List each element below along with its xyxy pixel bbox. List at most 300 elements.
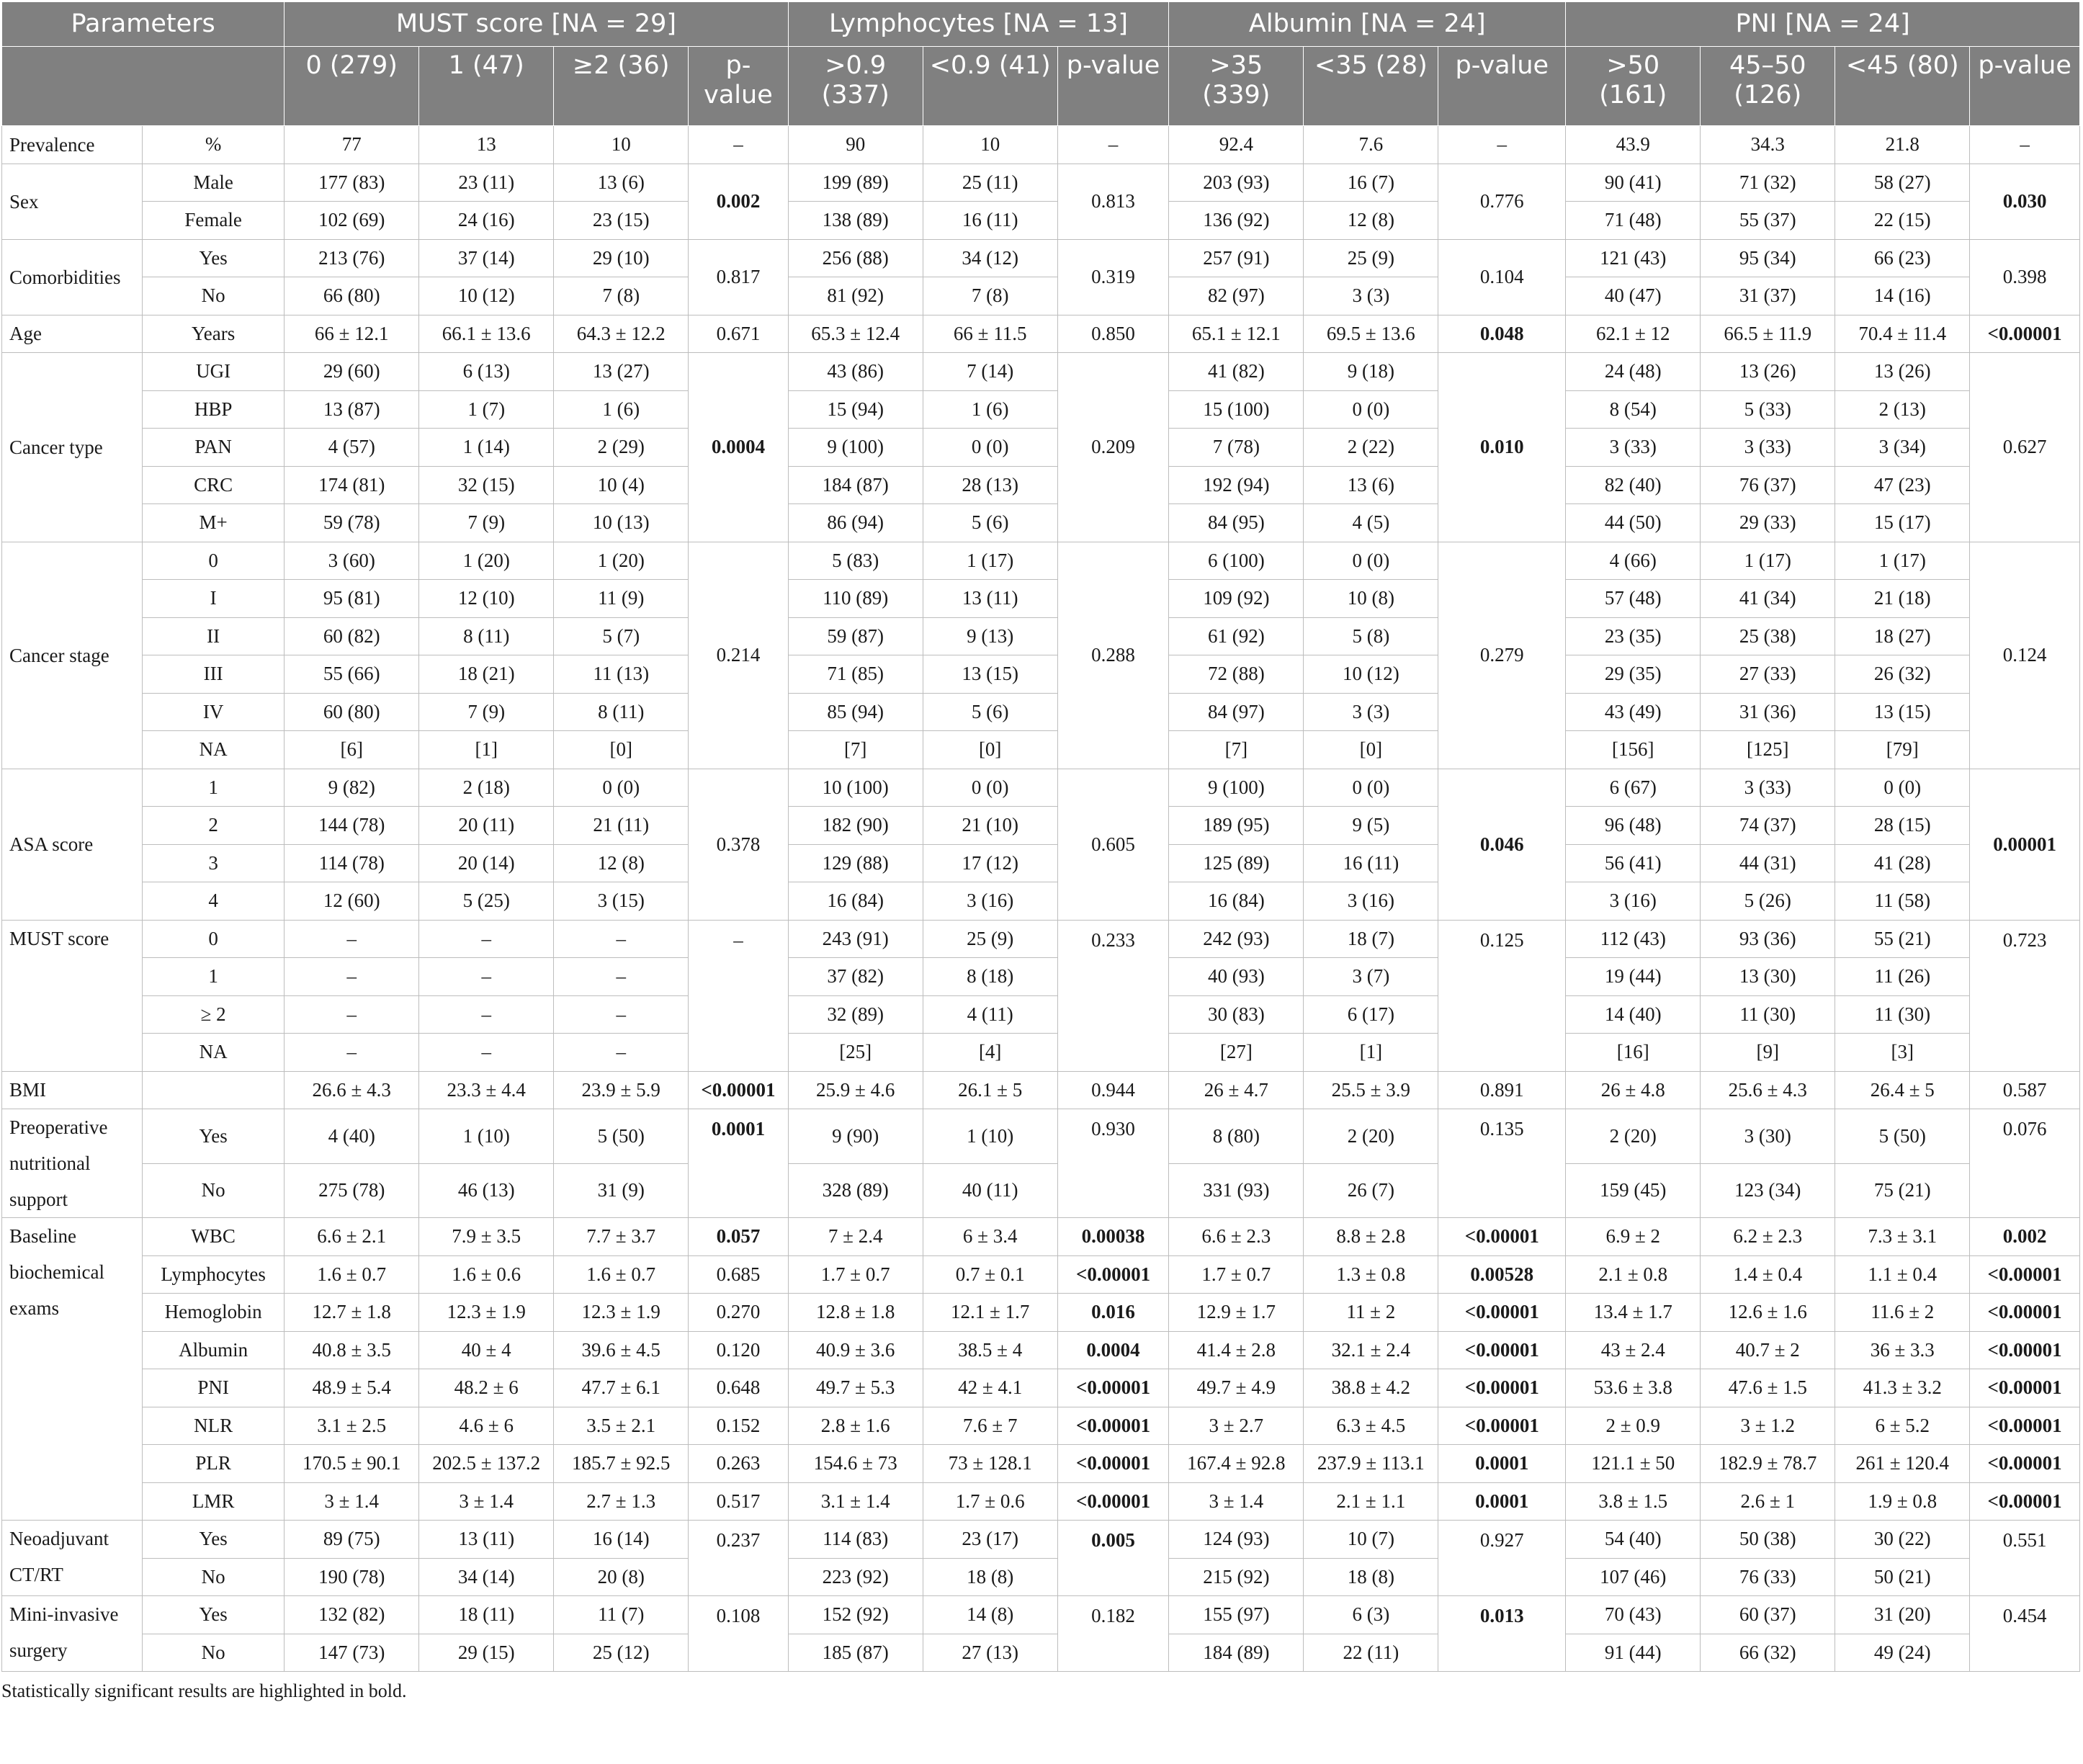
- data-cell: 32 (15): [419, 466, 554, 504]
- data-cell: 76 (33): [1701, 1558, 1835, 1596]
- row-sublabel: Hemoglobin: [143, 1294, 285, 1332]
- data-cell: 65.3 ± 12.4: [788, 315, 923, 353]
- row-sublabel: PNI: [143, 1369, 285, 1407]
- data-cell: 9 (100): [1169, 769, 1304, 807]
- data-cell: 5 (8): [1304, 617, 1438, 655]
- data-cell: 95 (81): [285, 580, 419, 618]
- data-cell: 31 (20): [1835, 1596, 1970, 1634]
- p-value-cell: <0.00001: [1438, 1369, 1566, 1407]
- data-cell: 4 (57): [285, 429, 419, 467]
- section-label: Baseline biochemical exams: [2, 1218, 143, 1521]
- p-value-cell: <0.00001: [1970, 1255, 2080, 1294]
- section-label: ASA score: [2, 769, 143, 920]
- data-cell: 1.9 ± 0.8: [1835, 1482, 1970, 1521]
- p-value-cell: 0.850: [1057, 315, 1169, 353]
- row-sublabel: 0: [143, 542, 285, 580]
- p-value-cell: 0.944: [1057, 1071, 1169, 1109]
- data-cell: 199 (89): [788, 164, 923, 202]
- data-cell: 16 (11): [923, 202, 1057, 240]
- data-cell: 43 ± 2.4: [1566, 1331, 1701, 1369]
- data-cell: 7.7 ± 3.7: [554, 1218, 689, 1256]
- table-row: [2, 1482, 2080, 1521]
- data-cell: 65.1 ± 12.1: [1169, 315, 1304, 353]
- data-cell: 2 (13): [1835, 390, 1970, 429]
- data-cell: 4 (66): [1566, 542, 1701, 580]
- data-cell: 32.1 ± 2.4: [1304, 1331, 1438, 1369]
- data-cell: 26.1 ± 5: [923, 1071, 1057, 1109]
- data-cell: 3.5 ± 2.1: [554, 1407, 689, 1445]
- data-cell: –: [419, 1034, 554, 1072]
- p-value-cell: 0.378: [689, 769, 788, 920]
- data-cell: 7 (8): [554, 277, 689, 315]
- data-cell: 81 (92): [788, 277, 923, 315]
- header-group-pni: PNI [NA = 24]: [1566, 2, 2080, 47]
- data-cell: 60 (82): [285, 617, 419, 655]
- p-value-cell: 0.319: [1057, 239, 1169, 315]
- p-value-cell: 0.891: [1438, 1071, 1566, 1109]
- p-value-cell: <0.00001: [1057, 1482, 1169, 1521]
- data-cell: 11 ± 2: [1304, 1294, 1438, 1332]
- data-cell: 182.9 ± 78.7: [1701, 1445, 1835, 1483]
- row-sublabel: 2: [143, 807, 285, 845]
- data-cell: 23.9 ± 5.9: [554, 1071, 689, 1109]
- data-cell: –: [419, 958, 554, 996]
- table-row: [2, 202, 2080, 240]
- data-cell: 4 (11): [923, 995, 1057, 1034]
- section-label: Cancer stage: [2, 542, 143, 769]
- data-cell: 20 (11): [419, 807, 554, 845]
- data-cell: 9 (13): [923, 617, 1057, 655]
- data-cell: 34.3: [1701, 126, 1835, 164]
- row-sublabel: [143, 1071, 285, 1109]
- data-cell: 25 (38): [1701, 617, 1835, 655]
- subheader-cell: ≥2 (36): [554, 47, 689, 126]
- data-cell: 107 (46): [1566, 1558, 1701, 1596]
- data-cell: 7 (9): [419, 504, 554, 542]
- data-cell: [0]: [923, 731, 1057, 769]
- section-label: Age: [2, 315, 143, 353]
- table-row: [2, 466, 2080, 504]
- p-value-cell: 0.587: [1970, 1071, 2080, 1109]
- p-value-cell: 0.551: [1970, 1521, 2080, 1596]
- data-cell: 12.9 ± 1.7: [1169, 1294, 1304, 1332]
- data-cell: [7]: [1169, 731, 1304, 769]
- data-cell: 155 (97): [1169, 1596, 1304, 1634]
- data-cell: 7.6 ± 7: [923, 1407, 1057, 1445]
- p-value-cell: 0.209: [1057, 353, 1169, 542]
- subheader-cell: 1 (47): [419, 47, 554, 126]
- data-cell: 185 (87): [788, 1634, 923, 1672]
- p-value-cell: 0.930: [1057, 1109, 1169, 1218]
- data-cell: 6.3 ± 4.5: [1304, 1407, 1438, 1445]
- data-cell: 11 (26): [1835, 958, 1970, 996]
- subheader-cell: 45–50 (126): [1701, 47, 1835, 126]
- p-value-cell: 0.030: [1970, 164, 2080, 239]
- table-row: [2, 353, 2080, 391]
- p-value-cell: 0.048: [1438, 315, 1566, 353]
- data-cell: 10 (12): [1304, 655, 1438, 694]
- data-cell: 9 (18): [1304, 353, 1438, 391]
- data-cell: 75 (21): [1835, 1163, 1970, 1218]
- p-value-cell: 0.124: [1970, 542, 2080, 769]
- p-value-cell: 0.120: [689, 1331, 788, 1369]
- data-cell: 189 (95): [1169, 807, 1304, 845]
- data-cell: 23 (15): [554, 202, 689, 240]
- section-label: Neoadjuvant CT/RT: [2, 1521, 143, 1596]
- data-cell: 4 (40): [285, 1109, 419, 1164]
- data-cell: 90: [788, 126, 923, 164]
- data-cell: –: [285, 995, 419, 1034]
- row-sublabel: UGI: [143, 353, 285, 391]
- data-cell: 3 ± 1.4: [1169, 1482, 1304, 1521]
- data-cell: 27 (33): [1701, 655, 1835, 694]
- data-cell: 3 ± 1.2: [1701, 1407, 1835, 1445]
- data-cell: [9]: [1701, 1034, 1835, 1072]
- data-cell: 42 ± 4.1: [923, 1369, 1057, 1407]
- data-cell: 86 (94): [788, 504, 923, 542]
- data-cell: 6 (67): [1566, 769, 1701, 807]
- data-cell: 2.1 ± 1.1: [1304, 1482, 1438, 1521]
- data-cell: 1.7 ± 0.7: [788, 1255, 923, 1294]
- p-value-cell: <0.00001: [1438, 1218, 1566, 1256]
- table-row: [2, 617, 2080, 655]
- data-cell: 1 (6): [923, 390, 1057, 429]
- table-row: [2, 1294, 2080, 1332]
- data-cell: 66 ± 12.1: [285, 315, 419, 353]
- data-cell: 125 (89): [1169, 844, 1304, 882]
- data-cell: 37 (14): [419, 239, 554, 277]
- row-sublabel: WBC: [143, 1218, 285, 1256]
- data-cell: 23 (11): [419, 164, 554, 202]
- row-sublabel: Yes: [143, 239, 285, 277]
- data-cell: 26 ± 4.7: [1169, 1071, 1304, 1109]
- data-cell: 8 (11): [554, 693, 689, 731]
- data-cell: 85 (94): [788, 693, 923, 731]
- subheader-cell: >35 (339): [1169, 47, 1304, 126]
- row-sublabel: No: [143, 1163, 285, 1218]
- p-value-cell: 0.152: [689, 1407, 788, 1445]
- data-cell: 64.3 ± 12.2: [554, 315, 689, 353]
- p-value-cell: 0.005: [1057, 1521, 1169, 1596]
- data-cell: 0 (0): [1835, 769, 1970, 807]
- data-cell: 4 (5): [1304, 504, 1438, 542]
- data-cell: 3 ± 2.7: [1169, 1407, 1304, 1445]
- p-value-cell: <0.00001: [1970, 1369, 2080, 1407]
- row-sublabel: 1: [143, 958, 285, 996]
- data-cell: 5 (83): [788, 542, 923, 580]
- p-value-cell: 0.685: [689, 1255, 788, 1294]
- data-cell: –: [419, 995, 554, 1034]
- table-row: [2, 1034, 2080, 1072]
- data-cell: 32 (89): [788, 995, 923, 1034]
- table-row: [2, 164, 2080, 202]
- p-value-cell: 0.108: [689, 1596, 788, 1672]
- p-value-cell: 0.135: [1438, 1109, 1566, 1218]
- row-sublabel: LMR: [143, 1482, 285, 1521]
- data-cell: 93 (36): [1701, 920, 1835, 958]
- data-cell: 30 (83): [1169, 995, 1304, 1034]
- data-cell: 84 (97): [1169, 693, 1304, 731]
- data-cell: 3 ± 1.4: [285, 1482, 419, 1521]
- data-cell: –: [285, 958, 419, 996]
- data-cell: 43.9: [1566, 126, 1701, 164]
- row-sublabel: Albumin: [143, 1331, 285, 1369]
- p-value-cell: <0.00001: [1970, 1407, 2080, 1445]
- data-cell: 23 (35): [1566, 617, 1701, 655]
- data-cell: 3 ± 1.4: [419, 1482, 554, 1521]
- data-cell: 2 (18): [419, 769, 554, 807]
- data-cell: 40 ± 4: [419, 1331, 554, 1369]
- row-sublabel: IV: [143, 693, 285, 731]
- p-value-cell: 0.0001: [689, 1109, 788, 1218]
- data-cell: 0 (0): [1304, 542, 1438, 580]
- data-cell: [27]: [1169, 1034, 1304, 1072]
- data-cell: –: [554, 920, 689, 958]
- data-cell: 203 (93): [1169, 164, 1304, 202]
- data-cell: 16 (7): [1304, 164, 1438, 202]
- data-cell: 7 ± 2.4: [788, 1218, 923, 1256]
- data-cell: 261 ± 120.4: [1835, 1445, 1970, 1483]
- data-cell: 3 (16): [923, 882, 1057, 921]
- data-cell: 20 (8): [554, 1558, 689, 1596]
- data-cell: 167.4 ± 92.8: [1169, 1445, 1304, 1483]
- p-value-cell: <0.00001: [1970, 315, 2080, 353]
- data-cell: 14 (40): [1566, 995, 1701, 1034]
- data-cell: 25 (9): [923, 920, 1057, 958]
- data-cell: 40.9 ± 3.6: [788, 1331, 923, 1369]
- table-row: [2, 239, 2080, 277]
- subheader-cell: <35 (28): [1304, 47, 1438, 126]
- data-cell: 159 (45): [1566, 1163, 1701, 1218]
- data-cell: 28 (15): [1835, 807, 1970, 845]
- data-cell: 49.7 ± 4.9: [1169, 1369, 1304, 1407]
- data-cell: 13 (6): [554, 164, 689, 202]
- section-label: Sex: [2, 164, 143, 239]
- p-value-cell: 0.00038: [1057, 1218, 1169, 1256]
- p-value-cell: 0.016: [1057, 1294, 1169, 1332]
- data-cell: 39.6 ± 4.5: [554, 1331, 689, 1369]
- data-cell: 1 (10): [419, 1109, 554, 1164]
- data-cell: 223 (92): [788, 1558, 923, 1596]
- data-cell: [25]: [788, 1034, 923, 1072]
- data-cell: 174 (81): [285, 466, 419, 504]
- p-value-cell: 0.817: [689, 239, 788, 315]
- data-cell: [0]: [1304, 731, 1438, 769]
- data-cell: 55 (21): [1835, 920, 1970, 958]
- data-cell: 82 (97): [1169, 277, 1304, 315]
- data-cell: 0 (0): [1304, 390, 1438, 429]
- data-cell: 50 (38): [1701, 1521, 1835, 1559]
- row-sublabel: Yes: [143, 1109, 285, 1164]
- data-cell: 18 (27): [1835, 617, 1970, 655]
- data-cell: 69.5 ± 13.6: [1304, 315, 1438, 353]
- data-cell: 1.3 ± 0.8: [1304, 1255, 1438, 1294]
- section-label: Mini-invasive surgery: [2, 1596, 143, 1672]
- p-value-cell: 0.0004: [689, 353, 788, 542]
- p-value-cell: 0.776: [1438, 164, 1566, 239]
- data-cell: 16 (84): [1169, 882, 1304, 921]
- table-row: [2, 1634, 2080, 1672]
- p-value-cell: 0.723: [1970, 920, 2080, 1071]
- table-row: [2, 1596, 2080, 1634]
- data-cell: 71 (32): [1701, 164, 1835, 202]
- data-cell: 8 (54): [1566, 390, 1701, 429]
- data-cell: [16]: [1566, 1034, 1701, 1072]
- data-cell: 40 (47): [1566, 277, 1701, 315]
- data-cell: 25 (9): [1304, 239, 1438, 277]
- data-cell: 56 (41): [1566, 844, 1701, 882]
- data-cell: 12 (8): [554, 844, 689, 882]
- data-cell: 2 (20): [1304, 1109, 1438, 1164]
- data-cell: 114 (83): [788, 1521, 923, 1559]
- data-cell: 66 (23): [1835, 239, 1970, 277]
- data-cell: 275 (78): [285, 1163, 419, 1218]
- data-cell: 96 (48): [1566, 807, 1701, 845]
- p-value-cell: 0.270: [689, 1294, 788, 1332]
- data-cell: 95 (34): [1701, 239, 1835, 277]
- table-row: [2, 1369, 2080, 1407]
- data-cell: 110 (89): [788, 580, 923, 618]
- data-cell: 3 (3): [1304, 693, 1438, 731]
- data-cell: 3 (33): [1701, 769, 1835, 807]
- subheader-cell: p-value: [689, 47, 788, 126]
- data-cell: [3]: [1835, 1034, 1970, 1072]
- data-cell: 44 (31): [1701, 844, 1835, 882]
- table-row: [2, 693, 2080, 731]
- data-cell: 40 (11): [923, 1163, 1057, 1218]
- data-cell: 12.3 ± 1.9: [419, 1294, 554, 1332]
- data-cell: 82 (40): [1566, 466, 1701, 504]
- p-value-cell: –: [689, 920, 788, 1071]
- data-cell: 40.7 ± 2: [1701, 1331, 1835, 1369]
- data-cell: [1]: [1304, 1034, 1438, 1072]
- data-cell: 13 (30): [1701, 958, 1835, 996]
- data-cell: 3 (34): [1835, 429, 1970, 467]
- data-cell: 19 (44): [1566, 958, 1701, 996]
- p-value-cell: 0.237: [689, 1521, 788, 1596]
- data-cell: 38.8 ± 4.2: [1304, 1369, 1438, 1407]
- data-cell: –: [554, 958, 689, 996]
- data-cell: 1 (20): [419, 542, 554, 580]
- data-cell: 11 (7): [554, 1596, 689, 1634]
- data-cell: 26.6 ± 4.3: [285, 1071, 419, 1109]
- data-cell: 29 (33): [1701, 504, 1835, 542]
- data-cell: 1 (10): [923, 1109, 1057, 1164]
- table-row: [2, 315, 2080, 353]
- data-cell: 43 (86): [788, 353, 923, 391]
- data-cell: 18 (8): [923, 1558, 1057, 1596]
- data-cell: 48.9 ± 5.4: [285, 1369, 419, 1407]
- section-label: Preoperative nutritional support: [2, 1109, 143, 1218]
- data-cell: 13.4 ± 1.7: [1566, 1294, 1701, 1332]
- p-value-cell: <0.00001: [1438, 1331, 1566, 1369]
- data-cell: –: [554, 1034, 689, 1072]
- data-cell: 132 (82): [285, 1596, 419, 1634]
- data-cell: 7.9 ± 3.5: [419, 1218, 554, 1256]
- p-value-cell: <0.00001: [1970, 1482, 2080, 1521]
- data-cell: 10 (13): [554, 504, 689, 542]
- data-cell: 31 (9): [554, 1163, 689, 1218]
- data-cell: 49 (24): [1835, 1634, 1970, 1672]
- data-cell: 215 (92): [1169, 1558, 1304, 1596]
- table-row: [2, 1255, 2080, 1294]
- row-sublabel: III: [143, 655, 285, 694]
- p-value-cell: <0.00001: [1057, 1369, 1169, 1407]
- data-cell: 13 (11): [419, 1521, 554, 1559]
- p-value-cell: 0.605: [1057, 769, 1169, 920]
- data-cell: 41.3 ± 3.2: [1835, 1369, 1970, 1407]
- table-row: [2, 958, 2080, 996]
- data-cell: 74 (37): [1701, 807, 1835, 845]
- data-cell: 5 (6): [923, 693, 1057, 731]
- data-cell: 43 (49): [1566, 693, 1701, 731]
- row-sublabel: No: [143, 277, 285, 315]
- data-cell: 1.7 ± 0.6: [923, 1482, 1057, 1521]
- p-value-cell: –: [1438, 126, 1566, 164]
- p-value-cell: 0.002: [1970, 1218, 2080, 1256]
- data-cell: 20 (14): [419, 844, 554, 882]
- data-cell: 0 (0): [554, 769, 689, 807]
- data-cell: 7 (8): [923, 277, 1057, 315]
- p-value-cell: 0.002: [689, 164, 788, 239]
- data-cell: 18 (21): [419, 655, 554, 694]
- data-cell: 47.7 ± 6.1: [554, 1369, 689, 1407]
- data-cell: 21 (10): [923, 807, 1057, 845]
- data-cell: 29 (10): [554, 239, 689, 277]
- p-value-cell: <0.00001: [1057, 1445, 1169, 1483]
- data-cell: 8.8 ± 2.8: [1304, 1218, 1438, 1256]
- p-value-cell: 0.233: [1057, 920, 1169, 1071]
- data-cell: 27 (13): [923, 1634, 1057, 1672]
- data-cell: 109 (92): [1169, 580, 1304, 618]
- p-value-cell: 0.648: [689, 1369, 788, 1407]
- data-cell: 59 (78): [285, 504, 419, 542]
- data-cell: –: [285, 1034, 419, 1072]
- data-cell: 25.6 ± 4.3: [1701, 1071, 1835, 1109]
- subheader-cell: >50 (161): [1566, 47, 1701, 126]
- data-cell: 5 (33): [1701, 390, 1835, 429]
- data-cell: 26.4 ± 5: [1835, 1071, 1970, 1109]
- data-cell: 3 (16): [1566, 882, 1701, 921]
- p-value-cell: 0.0001: [1438, 1482, 1566, 1521]
- row-sublabel: 1: [143, 769, 285, 807]
- p-value-cell: 0.927: [1438, 1521, 1566, 1596]
- table-row: [2, 580, 2080, 618]
- row-sublabel: Years: [143, 315, 285, 353]
- table-row: [2, 1445, 2080, 1483]
- data-cell: 13 (15): [923, 655, 1057, 694]
- p-value-cell: <0.00001: [1057, 1255, 1169, 1294]
- data-cell: 3 (33): [1566, 429, 1701, 467]
- data-cell: 7.3 ± 3.1: [1835, 1218, 1970, 1256]
- data-cell: 256 (88): [788, 239, 923, 277]
- data-cell: [4]: [923, 1034, 1057, 1072]
- data-cell: 21.8: [1835, 126, 1970, 164]
- data-cell: –: [419, 920, 554, 958]
- data-cell: 328 (89): [788, 1163, 923, 1218]
- data-cell: 40.8 ± 3.5: [285, 1331, 419, 1369]
- data-cell: 15 (17): [1835, 504, 1970, 542]
- data-cell: 138 (89): [788, 202, 923, 240]
- data-cell: 71 (85): [788, 655, 923, 694]
- data-cell: 16 (14): [554, 1521, 689, 1559]
- data-cell: 55 (66): [285, 655, 419, 694]
- data-cell: [79]: [1835, 731, 1970, 769]
- row-sublabel: Lymphocytes: [143, 1255, 285, 1294]
- data-cell: 0.7 ± 0.1: [923, 1255, 1057, 1294]
- data-cell: 13 (11): [923, 580, 1057, 618]
- data-cell: 92.4: [1169, 126, 1304, 164]
